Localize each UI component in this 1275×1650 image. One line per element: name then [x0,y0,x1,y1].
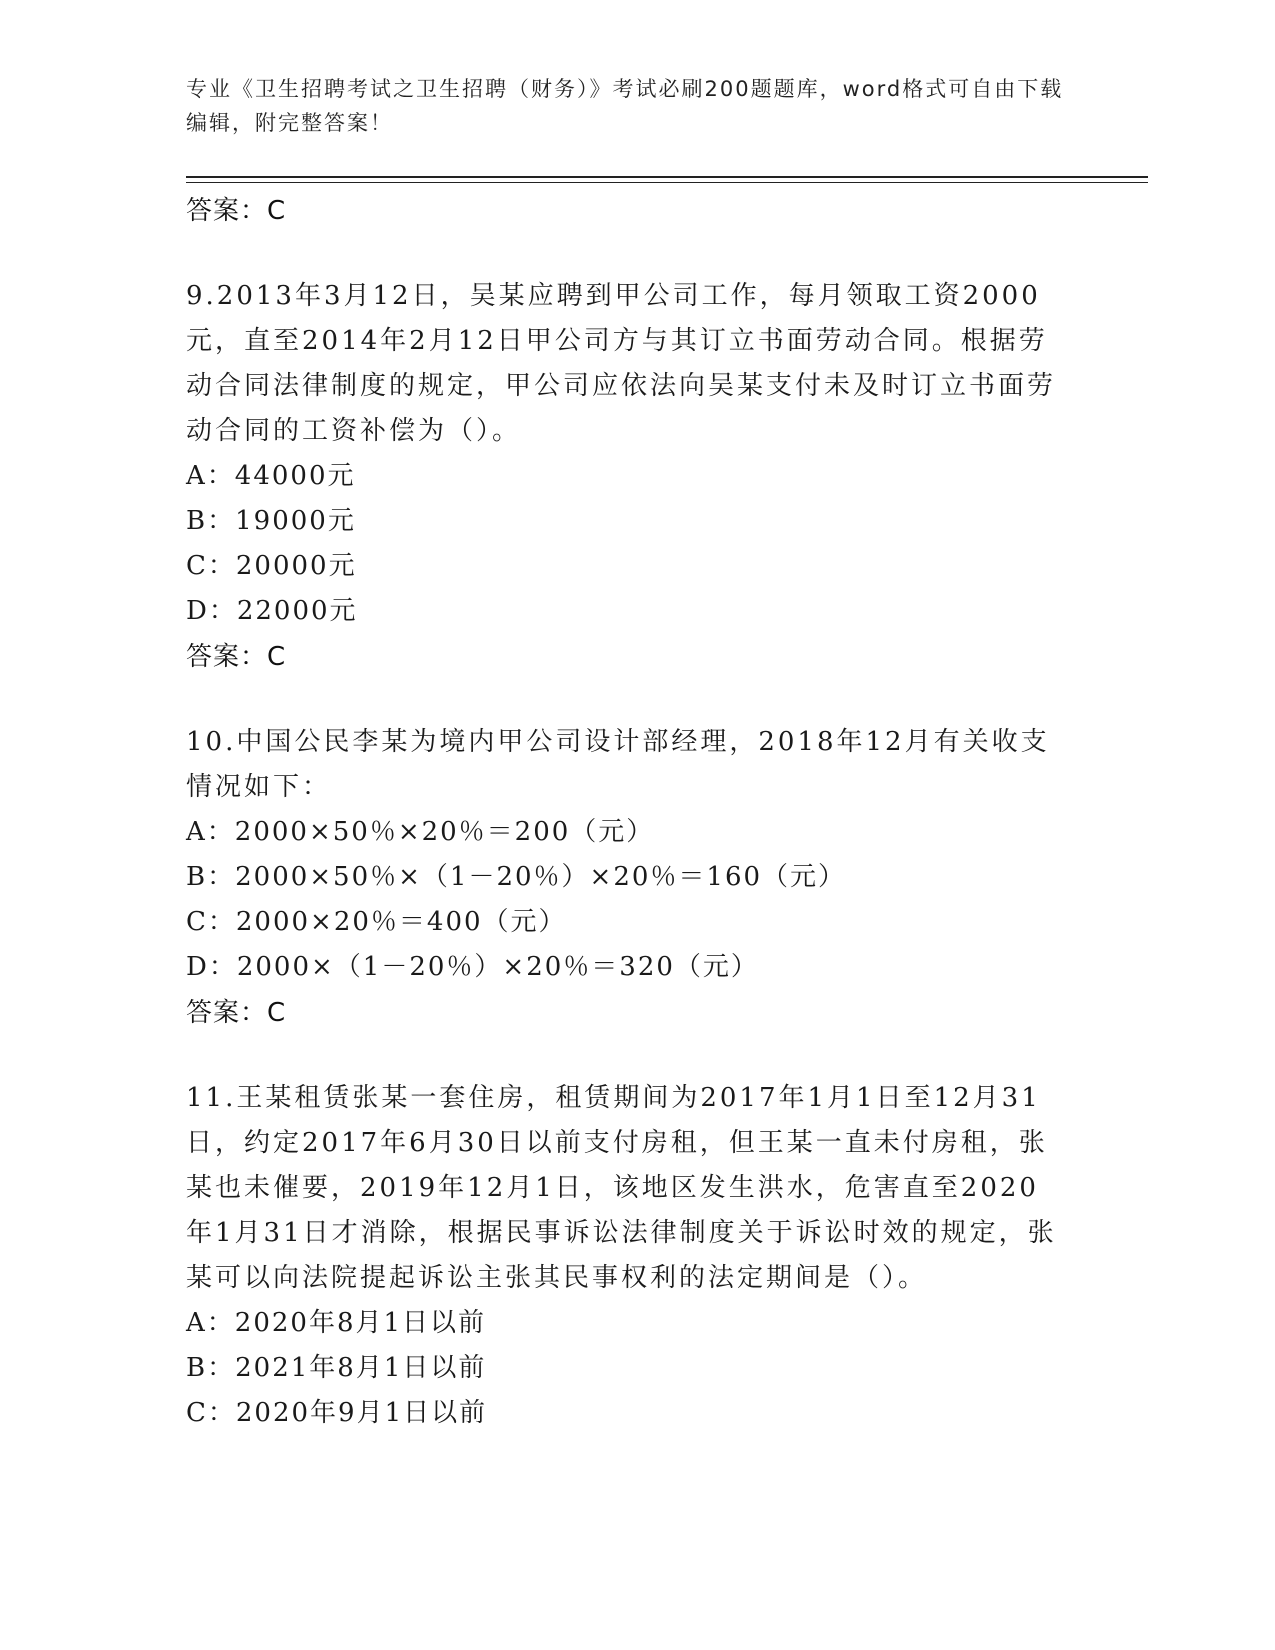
question-block-11 [186,1076,1066,1436]
question-text: 11.王某租赁张某一套住房，租赁期间为2017年1月1日至12月31日，约定2017年6月30日以前支付房租，但王某一直未付房租，张某也未催要，2019年12月1日，该地区发生洪水，危害直至2020年1月31日才消除，根据民事诉讼法律制度关于诉讼时效的规定，张某可以向法院提起诉讼主张其民事权利的法定期间是（）。 [186,1083,1057,1293]
option-a: A：2020年8月1日以前 [186,1308,487,1338]
option-c: C：2000×20％＝400（元） [186,907,567,937]
question-block-10 [186,720,1066,1036]
option-c: C：2020年9月1日以前 [186,1398,488,1428]
option-b: B：2000×50％×（1－20％）×20％＝160（元） [186,862,847,892]
question-block-9 [186,274,1066,680]
option-d: D：22000元 [186,596,358,626]
answer-line: 答案：C [186,998,287,1028]
option-b: B：2021年8月1日以前 [186,1353,487,1383]
answer-line: 答案：C [186,196,287,226]
option-b: B：19000元 [186,506,356,536]
header-divider-thin [186,182,1148,183]
question-text: 10.中国公民李某为境内甲公司设计部经理，2018年12月有关收支情况如下： [186,727,1050,802]
option-c: C：20000元 [186,551,357,581]
option-a: A：44000元 [186,461,356,491]
page-header: 专业《卫生招聘考试之卫生招聘（财务）》考试必刷200题题库，word格式可自由下载编辑，附完整答案！ [186,77,1064,135]
option-a: A：2000×50％×20％＝200（元） [186,817,655,847]
option-d: D：2000×（1－20％）×20％＝320（元） [186,952,759,982]
answer-line: 答案：C [186,642,287,672]
header-divider-thick [186,176,1148,178]
document-body [186,188,1066,1436]
question-text: 9.2013年3月12日，吴某应聘到甲公司工作，每月领取工资2000元，直至2014年2月12日甲公司方与其订立书面劳动合同。根据劳动合同法律制度的规定，甲公司应依法向吴某支付未及时订立书面劳动合同的工资补偿为（）。 [186,281,1057,446]
